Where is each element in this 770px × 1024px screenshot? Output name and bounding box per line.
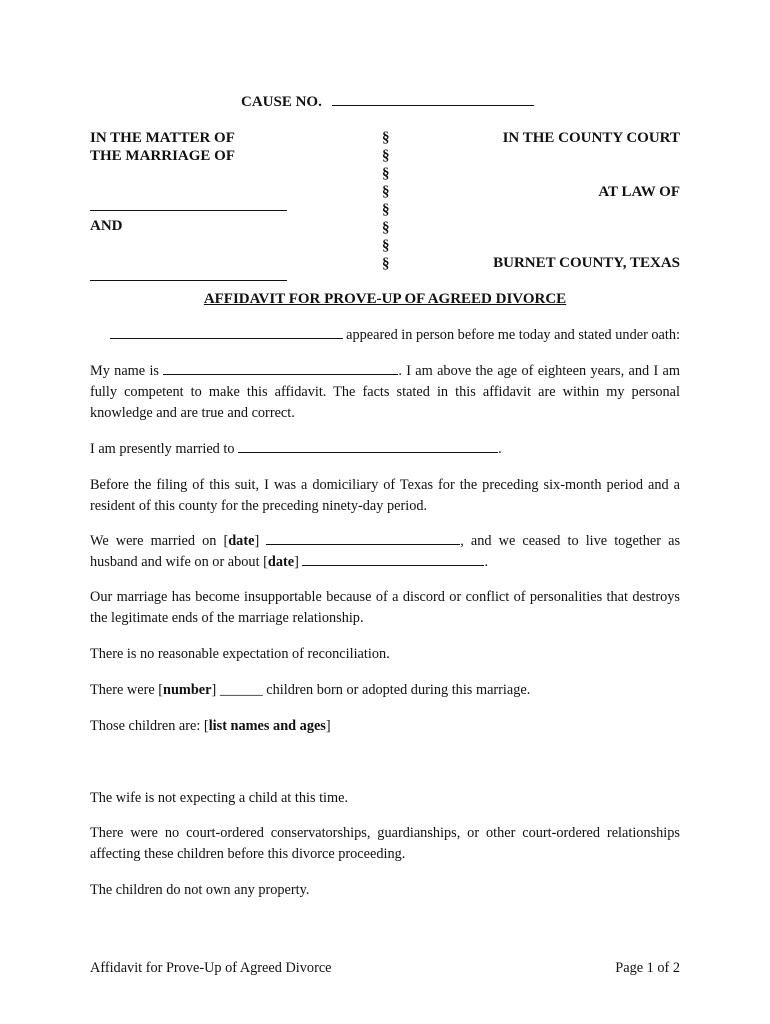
dates-text-e: . [484,554,489,570]
affiant-name-blank[interactable] [110,337,343,339]
dates-text-c: , and we ceased to live together as husband and wife on or about [ [90,533,681,570]
section-symbol: § [382,202,390,218]
section-symbol: § [382,220,390,236]
cause-number-blank[interactable] [332,104,534,106]
paragraph-my-name [90,361,680,424]
number-placeholder: number [163,682,212,698]
marriage-date-blank[interactable] [266,543,460,545]
paragraph-property: The children do not own any property. [90,882,310,898]
name-text-b: . I am above the age of eighteen years, and I am fully competent to make this affidavit. The facts stated in this affidavit are within my personal knowledge and are true and correct. [90,363,680,421]
paragraph-wife: The wife is not expecting a child at this time. [90,790,349,806]
caption-right-line3: BURNET COUNTY, TEXAS [493,255,680,271]
party1-name-blank[interactable] [90,198,287,216]
appeared-text: appeared in person before me today and stated under oath: [346,327,680,343]
paragraph-married-to [90,439,680,460]
paragraph-domicile: Before the filing of this suit, I was a domiciliary of Texas for the preceding six-month period and a resident of this county for the preceding ninety-day period. [90,477,680,514]
section-symbol: § [382,148,390,164]
names-placeholder: list names and ages [208,718,326,734]
section-symbol: § [382,238,390,254]
spouse-name-blank[interactable] [238,451,498,453]
paragraph-dates [90,531,680,573]
dates-text-a: We were married on [ [90,533,229,549]
married-to-text: I am presently married to [90,441,235,457]
party2-name-blank[interactable] [90,268,287,286]
paragraph-children-number [90,680,680,701]
paragraph-insupportable: Our marriage has become insupportable because of a discord or conflict of personalities that destroys the legitimate ends of the marriage relationship. [90,589,680,626]
dates-text-d: ] [294,554,299,570]
date-placeholder-separated: date [267,554,295,570]
section-symbol: § [382,130,390,146]
caption-and: AND [90,218,123,234]
names-text-a: Those children are: [ [90,718,209,734]
section-symbol: § [382,256,390,272]
date-placeholder-married: date [228,533,255,549]
cause-number-line [241,94,534,111]
document-title: AFFIDAVIT FOR PROVE-UP OF AGREED DIVORCE [203,291,567,307]
paragraph-children-names [90,716,680,737]
children-text-b: ] ______ children born or adopted during this marriage. [211,682,531,698]
caption-left-line2: THE MARRIAGE OF [90,148,236,164]
section-symbol: § [382,166,390,182]
paragraph-appeared [90,325,680,346]
paragraph-conservatorship: There were no court-ordered conservatorships, guardianships, or other court-ordered relationships affecting these children before this divorce proceeding. [90,825,680,862]
caption-right-line1: IN THE COUNTY COURT [502,130,680,146]
footer-title: Affidavit for Prove-Up of Agreed Divorce [90,960,332,976]
married-to-end: . [498,441,502,457]
my-name-blank[interactable] [163,373,398,375]
names-text-b: ] [325,718,331,734]
paragraph-reconciliation: There is no reasonable expectation of reconciliation. [90,646,390,662]
section-symbol: § [382,184,390,200]
children-text-a: There were [ [90,682,164,698]
dates-text-b: ] [254,533,260,549]
separation-date-blank[interactable] [302,564,484,566]
footer-page-number: Page 1 of 2 [615,960,680,976]
caption-right-line2: AT LAW OF [598,184,680,200]
cause-number-label: CAUSE NO. [241,94,322,110]
name-text-a: My name is [90,363,159,379]
caption-left-line1: IN THE MATTER OF [90,130,235,146]
